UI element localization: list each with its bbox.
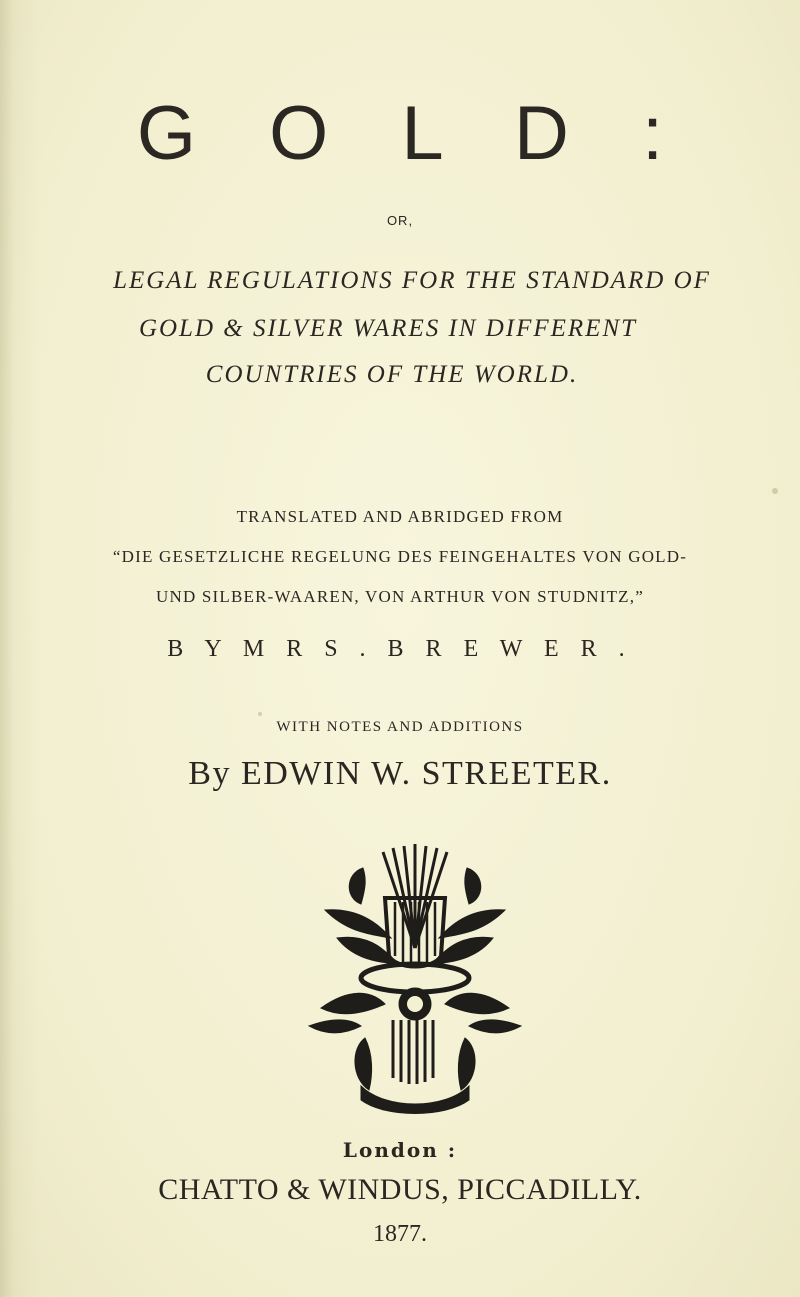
editor-line: By EDWIN W. STREETER. <box>188 755 612 792</box>
main-title: G O L D : <box>136 91 690 176</box>
notes-line: WITH NOTES AND ADDITIONS <box>276 719 524 735</box>
translator-line: B Y M R S . B R E W E R . <box>167 636 633 662</box>
conjunction-or: OR, <box>386 213 414 228</box>
paper-spot <box>772 488 778 494</box>
publisher-line: CHATTO & WINDUS, PICCADILLY. <box>158 1173 642 1206</box>
subtitle-line-3: COUNTRIES OF THE WORLD. <box>205 361 579 388</box>
year-line: 1877. <box>373 1221 427 1247</box>
place-line: London : <box>342 1138 458 1162</box>
subtitle-line-1: LEGAL REGULATIONS FOR THE STANDARD OF <box>113 267 711 294</box>
translation-line-1: TRANSLATED AND ABRIDGED FROM <box>236 507 564 526</box>
subtitle-line-2: GOLD & SILVER WARES IN DIFFERENT <box>138 315 638 342</box>
paper-spot <box>258 712 262 716</box>
publisher-emblem-icon <box>305 838 525 1118</box>
translation-line-3: UND SILBER-WAAREN, VON ARTHUR VON STUDNITZ,” <box>156 587 644 606</box>
translation-line-2: “DIE GESETZLICHE REGELUNG DES FEINGEHALTES VON GOLD- <box>112 547 688 566</box>
